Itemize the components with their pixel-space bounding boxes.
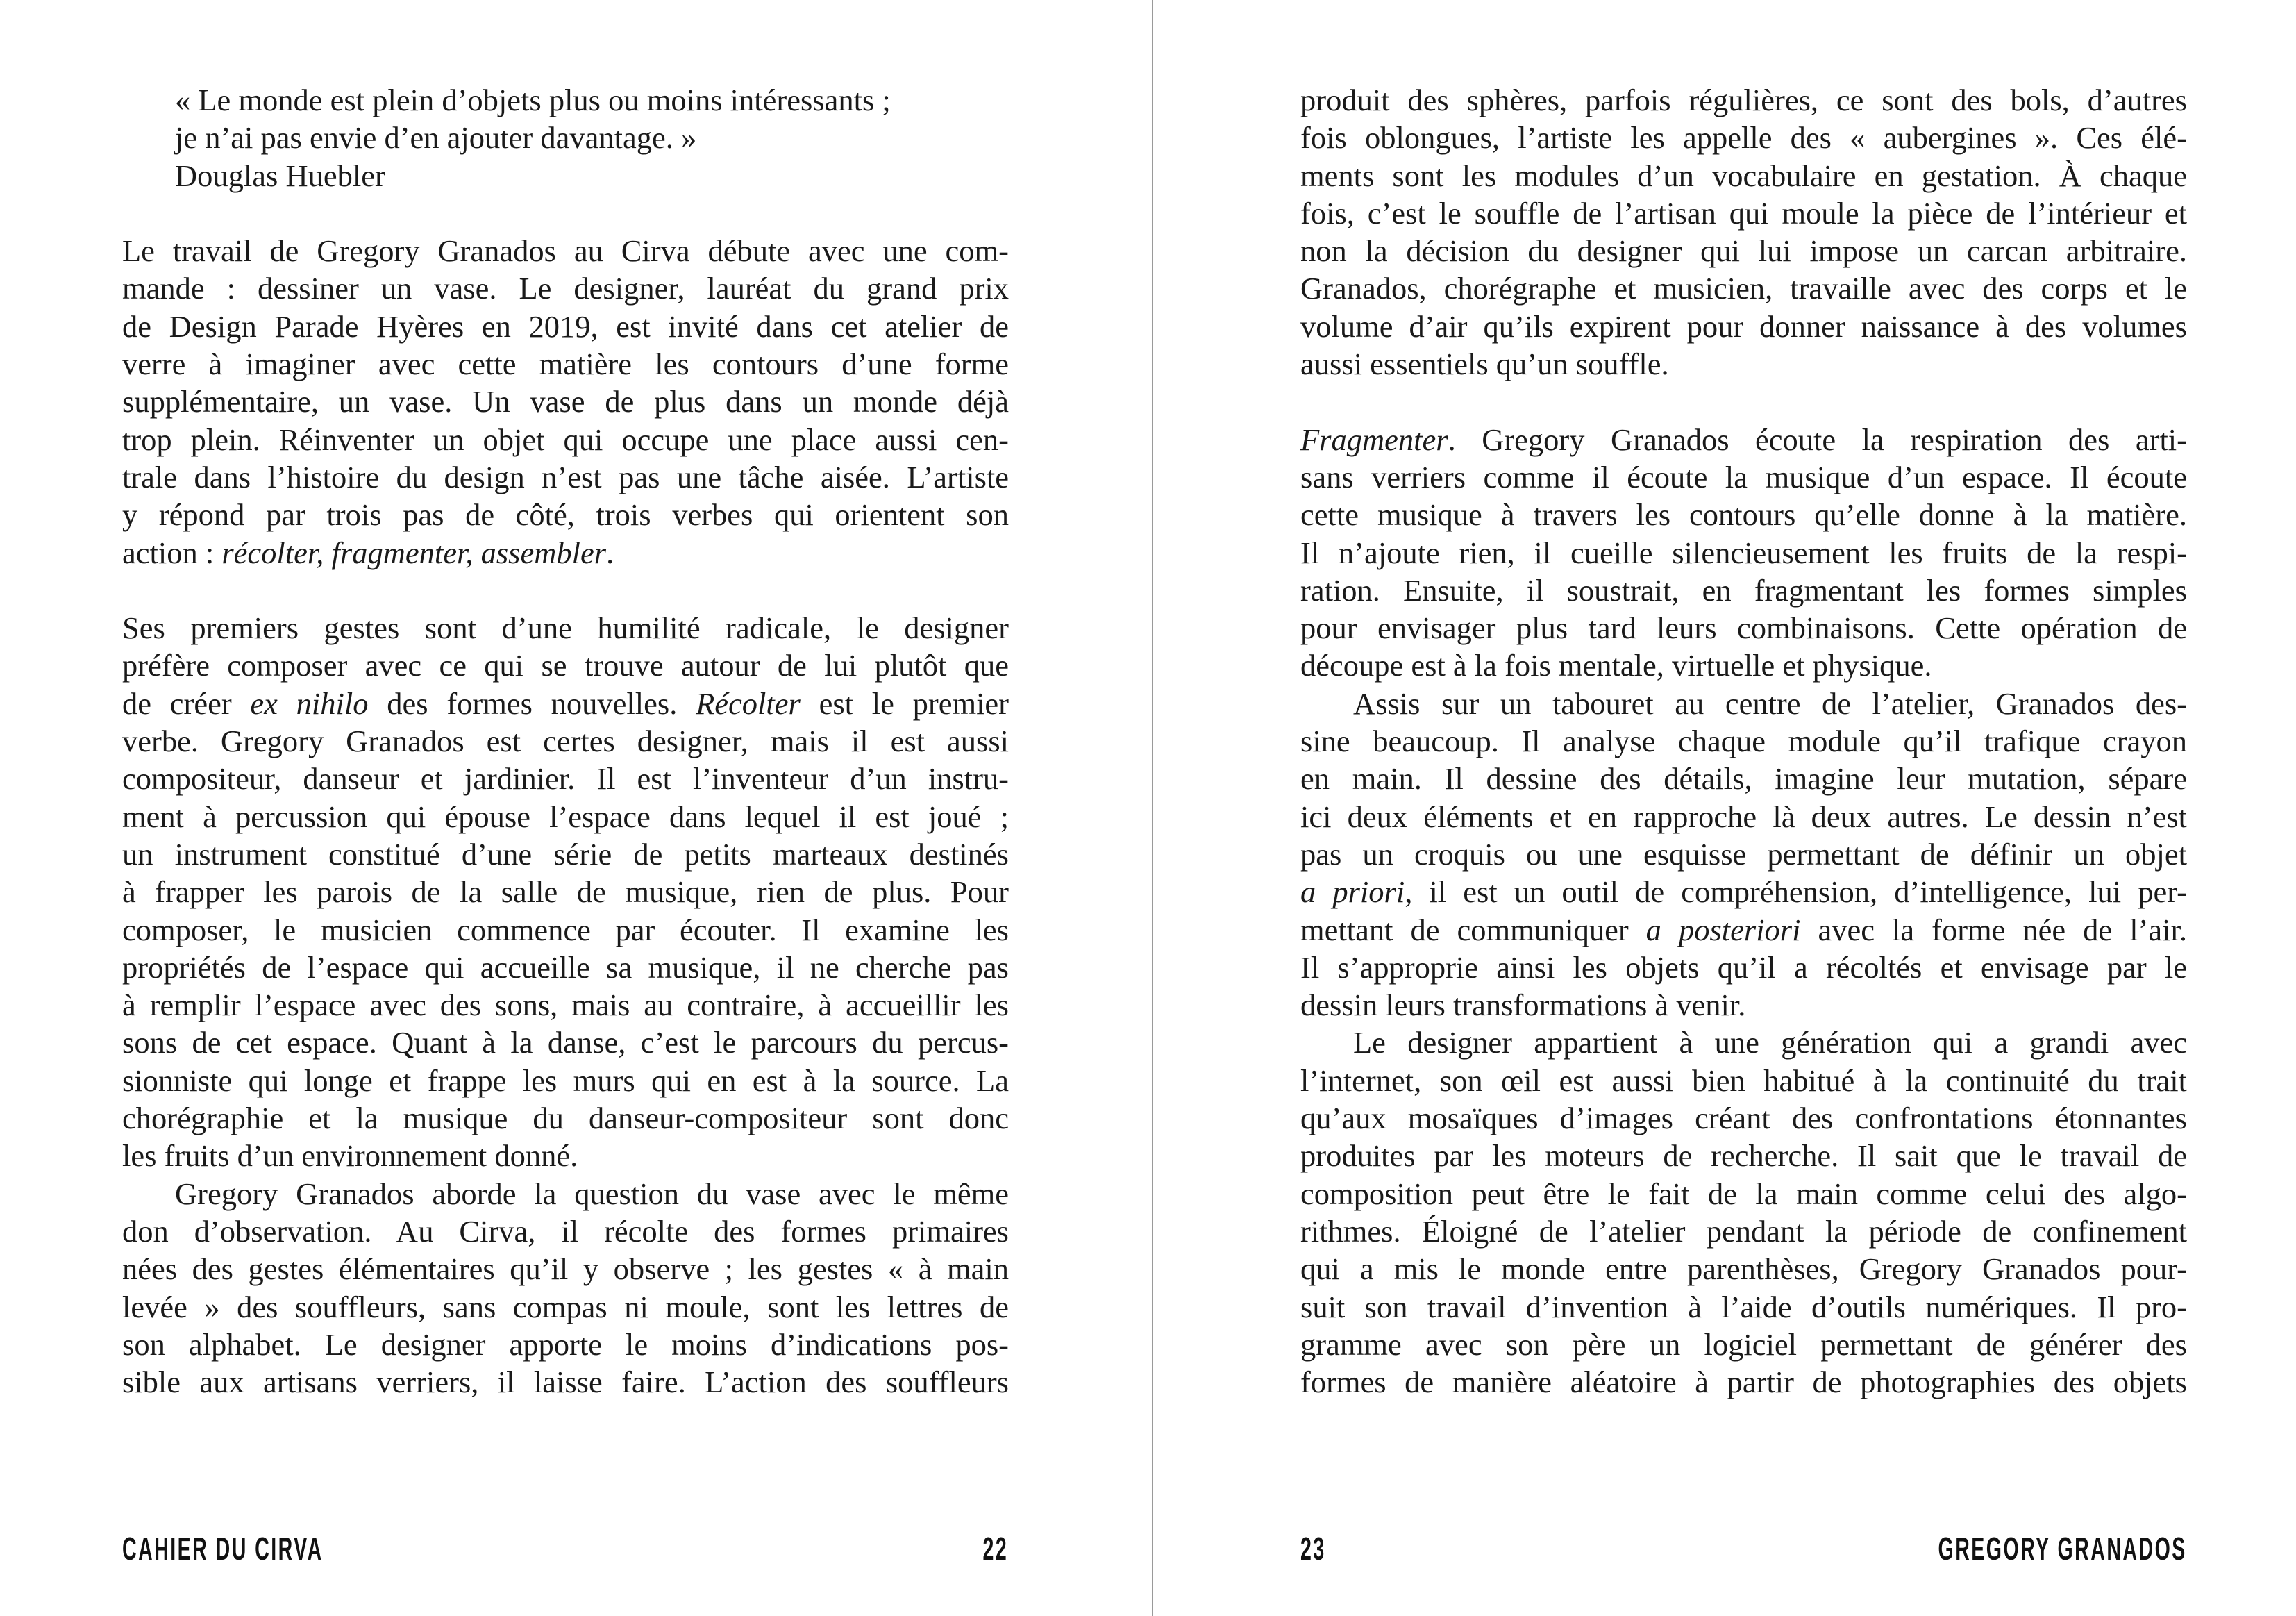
text-line: rithmes. Éloigné de l’atelier pendant la période de confinement [1300,1213,2187,1249]
text-line: ment à percussion qui épouse l’espace dans lequel il est joué ; [122,799,1009,834]
text-line: Granados, chorégraphe et musicien, travaille avec des corps et le [1300,271,2187,306]
text-line: produit des sphères, parfois régulières, ce sont des bols, d’autres [1300,83,2187,117]
text-line: action : récolter, fragmenter, assembler. [122,535,614,570]
text-line: qu’aux mosaïques d’images créant des confrontations étonnantes [1300,1101,2187,1136]
text-line: je n’ai pas envie d’en ajouter davantage. » [175,120,697,156]
text-line: de Design Parade Hyères en 2019, est invité dans cet atelier de [122,308,1009,344]
blank-line [122,572,1009,609]
text-line: fois oblongues, l’artiste les appelle des « aubergines ». Ces élé- [1300,120,2187,156]
text-line: sine beaucoup. Il analyse chaque module qu’il trafique crayon [1300,724,2187,759]
text-line: volume d’air qu’ils expirent pour donner naissance à des volumes [1300,308,2187,344]
text-line: non la décision du designer qui lui impose un carcan arbitraire. [1300,233,2187,269]
text-line: aussi essentiels qu’un souffle. [1300,347,1669,382]
text-line: les fruits d’un environnement donné. [122,1138,578,1174]
text-line: Assis sur un tabouret au centre de l’atelier, Granados des- [1353,685,2187,721]
footer-title: CAHIER DU CIRVA [122,1531,324,1567]
text-line: pour envisager plus tard leurs combinaisons. Cette opération de [1300,610,2187,646]
text-line: Ses premiers gestes sont d’une humilité radicale, le designer [122,610,1009,646]
text-line: « Le monde est plein d’objets plus ou moins intéressants ; [175,83,891,117]
text-line: de créer ex nihilo des formes nouvelles. Récolter est le premier [122,685,1009,721]
text-line: chorégraphie et la musique du danseur-compositeur sont donc [122,1101,1009,1136]
text-line: produites par les moteurs de recherche. Il sait que le travail de [1300,1138,2187,1174]
right-running-footer [1736,1531,2187,1567]
text-line: Il s’approprie ainsi les objets qu’il a récoltés et envisage par le [1300,949,2187,985]
text-line: préfère composer avec ce qui se trouve autour de lui plutôt que [122,648,1009,683]
italic-term: a priori [1300,874,1405,910]
page-gutter-divider [1152,0,1153,1616]
text-line: à remplir l’espace avec des sons, mais au contraire, à accueillir les [122,988,1009,1023]
text-line: dessin leurs transformations à venir. [1300,988,1746,1023]
text-line: nées des gestes élémentaires qu’il y observe ; les gestes « à main [122,1251,1009,1287]
text-line: formes de manière aléatoire à partir de photographies des objets [1300,1365,2187,1400]
text-line: composer, le musicien commence par écouter. Il examine les [122,912,1009,947]
text-line: levée » des souffleurs, sans compas ni moule, sont les lettres de [122,1289,1009,1324]
text-line: verre à imaginer avec cette matière les contours d’une forme [122,347,1009,382]
text-line: Le travail de Gregory Granados au Cirva débute avec une com- [122,233,1009,269]
text-line: composition peut être le fait de la main comme celui des algo- [1300,1176,2187,1211]
left-page-number [937,1531,1008,1567]
italic-term: Récolter [696,685,801,721]
text-line: à frapper les parois de la salle de musique, rien de plus. Pour [122,874,1009,910]
left-running-footer [122,1531,446,1567]
text-line: sons de cet espace. Quant à la danse, c’est le parcours du percus- [122,1025,1009,1060]
text-line: mande : dessiner un vase. Le designer, lauréat du grand prix [122,271,1009,306]
text-line: ici deux éléments et en rapproche là deux autres. Le dessin n’est [1300,799,2187,834]
text-line: ration. Ensuite, il soustrait, en fragmentant les formes simples [1300,572,2187,608]
text-line: trop plein. Réinventer un objet qui occupe une place aussi cen- [122,422,1009,457]
italic-term: a posteriori [1645,912,1801,947]
right-page-body [1300,81,2187,1401]
footer-title: GREGORY GRANADOS [1938,1531,2187,1567]
italic-term: ex nihilo [250,685,369,721]
text-line: l’internet, son œil est aussi bien habitué à la continuité du trait [1300,1063,2187,1098]
text-line: propriétés de l’espace qui accueille sa musique, il ne cherche pas [122,949,1009,985]
text-line: sible aux artisans verriers, il laisse faire. L’action des souffleurs [122,1365,1009,1400]
text-line: Il n’ajoute rien, il cueille silencieusement les fruits de la respi- [1300,535,2187,570]
text-line: sans verriers comme il écoute la musique d’un espace. Il écoute [1300,459,2187,494]
text-line: cette musique à travers les contours qu’elle donne à la matière. [1300,497,2187,533]
text-line: découpe est à la fois mentale, virtuelle et physique. [1300,648,1932,683]
blank-line [1300,383,2187,420]
text-line: gramme avec son père un logiciel permettant de générer des [1300,1326,2187,1362]
text-line: ments sont les modules d’un vocabulaire en gestation. À chaque [1300,158,2187,193]
right-page-number [1300,1531,1341,1567]
text-line: son alphabet. Le designer apporte le moins d’indications pos- [122,1326,1009,1362]
text-line: un instrument constitué d’une série de petits marteaux destinés [122,836,1009,872]
text-line: don d’observation. Au Cirva, il récolte des formes primaires [122,1213,1009,1249]
italic-term: Fragmenter [1300,422,1448,457]
text-line: pas un croquis ou une esquisse permettant de définir un objet [1300,836,2187,872]
text-line: supplémentaire, un vase. Un vase de plus dans un monde déjà [122,384,1009,419]
text-line: Gregory Granados aborde la question du vase avec le même [175,1176,1009,1211]
text-line: sionniste qui longe et frappe les murs qui en est à la source. La [122,1063,1009,1098]
text-line: compositeur, danseur et jardinier. Il est l’inventeur d’un instru- [122,761,1009,797]
text-line: y répond par trois pas de côté, trois verbes qui orientent son [122,497,1009,533]
text-line: Fragmenter. Gregory Granados écoute la respiration des arti- [1300,422,2187,457]
text-line: mettant de communiquer a posteriori avec la forme née de l’air. [1300,912,2187,947]
left-page-body [122,81,1009,1401]
text-line: Douglas Huebler [175,158,385,193]
text-line: en main. Il dessine des détails, imagine leur mutation, sépare [1300,761,2187,797]
page-number: 23 [1300,1531,1326,1567]
text-line: fois, c’est le souffle de l’artisan qui moule la pièce de l’intérieur et [1300,195,2187,231]
text-line: Le designer appartient à une génération qui a grandi avec [1353,1025,2187,1060]
text-line: verbe. Gregory Granados est certes designer, mais il est aussi [122,724,1009,759]
italic-term: récolter, fragmenter, assembler [221,535,607,570]
text-line: a priori, il est un outil de compréhension, d’intelligence, lui per- [1300,874,2187,910]
blank-line [122,194,1009,232]
text-line: qui a mis le monde entre parenthèses, Gregory Granados pour- [1300,1251,2187,1287]
text-line: suit son travail d’invention à l’aide d’outils numériques. Il pro- [1300,1289,2187,1324]
page-number: 22 [982,1531,1008,1567]
text-line: trale dans l’histoire du design n’est pas une tâche aisée. L’artiste [122,459,1009,494]
